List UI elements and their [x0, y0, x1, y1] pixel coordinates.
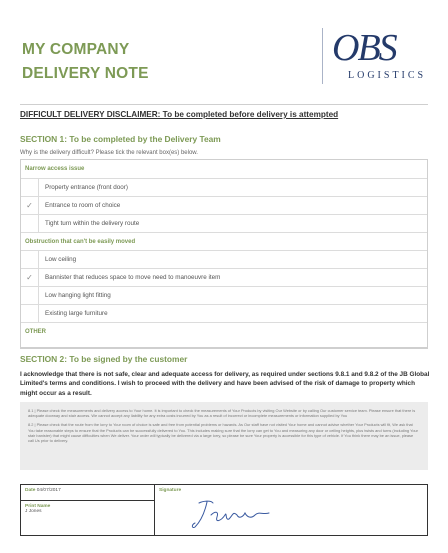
disclaimer-heading: DIFFICULT DELIVERY DISCLAIMER: To be completed before delivery is attempted	[20, 110, 339, 119]
checklist-row	[21, 250, 427, 268]
signature-block	[20, 484, 428, 536]
acknowledgement-text: I acknowledge that there is not safe, clear and adequate access for delivery, as required under sections 9.8.1 and 9.8.2 of the JB Global Limited's terms and conditions. I wish to proceed with the delivery and have been advised of the risk of damage to property which might occur as a result.	[20, 371, 430, 397]
checklist-row	[21, 286, 427, 304]
checklist-label: Bannister that reduces space to move need to manoeuvre item	[45, 274, 221, 281]
document-title: DELIVERY NOTE	[22, 65, 149, 82]
terms-fine-print	[20, 402, 428, 470]
check-icon: ✓	[26, 273, 33, 282]
checkbox-light-fitting[interactable]	[21, 287, 39, 304]
checklist-label: Low ceiling	[45, 256, 77, 263]
group-header-narrow-access: Narrow access issue	[25, 166, 85, 172]
checkbox-low-ceiling[interactable]	[21, 251, 39, 268]
document-header	[22, 38, 149, 86]
checkbox-tight-turn[interactable]	[21, 215, 39, 232]
signature-label: Signature	[159, 488, 182, 493]
checklist-label: Property entrance (front door)	[45, 184, 128, 191]
section1-question: Why is the delivery difficult? Please tick the relevant box(es) below.	[20, 150, 198, 156]
checkbox-large-furniture[interactable]	[21, 305, 39, 322]
section1-title: SECTION 1: To be completed by the Delivery Team	[20, 134, 221, 144]
group-header-obstruction: Obstruction that can't be easily moved	[21, 232, 427, 250]
check-icon: ✓	[26, 201, 33, 210]
section2-title: SECTION 2: To be signed by the customer	[20, 354, 188, 364]
date-cell[interactable]	[21, 485, 154, 501]
handwritten-signature[interactable]	[189, 497, 279, 531]
print-name-label: Print Name	[25, 504, 51, 509]
date-name-column	[21, 485, 155, 535]
checklist-row	[21, 304, 427, 322]
print-name-value: J Jones	[25, 509, 42, 514]
checklist-row	[21, 196, 427, 214]
logo-main-text: OBS	[332, 27, 396, 69]
section-divider	[20, 347, 428, 348]
checklist-row	[21, 214, 427, 232]
checklist-row	[21, 268, 427, 286]
company-title: MY COMPANY	[22, 41, 130, 58]
date-label: Date	[25, 488, 36, 493]
obs-logistics-logo	[322, 26, 432, 86]
terms-clause-8-2: 8.2 | Please check that the route from the lorry to Your room of choice is safe and free from potential problems or hazards. As Our staff have not visited Your home and cannot advise whether Your Products will fit, We ask that You take reasonable steps to ensure that the Products can be successfully delivered to You. This includes making sure that the lorry can get to You and measuring any door or ceiling heights, plus twists and turns (including Your stair banister) that might cause difficulties when We deliver. Your order will typically be delivered via a large lorry, so please be sure Your property is accessible for this type of vehicle. If You think there may be an issue, please call Us prior to delivery.	[28, 422, 418, 444]
print-name-cell[interactable]	[21, 501, 154, 517]
header-divider	[20, 104, 428, 105]
terms-clause-8-1: 8.1 | Please check the measurements and delivery access to Your home. It is important to check the measurements of Your Products by visiting Our Website or by calling Our customer service team. Please ensure that there is adequate doorway and stair access. We cannot accept any liability for any extra costs incurred by You as a result of incorrect or incomplete measurements or information supplied by You	[28, 408, 416, 419]
date-value: 04/07/2017	[36, 488, 61, 493]
checkbox-property-entrance[interactable]	[21, 179, 39, 196]
checklist-label: Tight turn within the delivery route	[45, 220, 140, 227]
logo-divider	[322, 28, 323, 84]
checklist-label: Entrance to room of choice	[45, 202, 121, 209]
checkbox-entrance-room[interactable]	[21, 197, 39, 214]
checklist-label: Low hanging light fitting	[45, 292, 111, 299]
checklist-row	[21, 178, 427, 196]
difficulty-checklist	[20, 159, 428, 349]
other-field[interactable]: OTHER	[21, 322, 427, 348]
checklist-label: Existing large furniture	[45, 310, 108, 317]
logo-sub-text: LOGISTICS	[348, 70, 427, 81]
checkbox-bannister[interactable]	[21, 269, 39, 286]
